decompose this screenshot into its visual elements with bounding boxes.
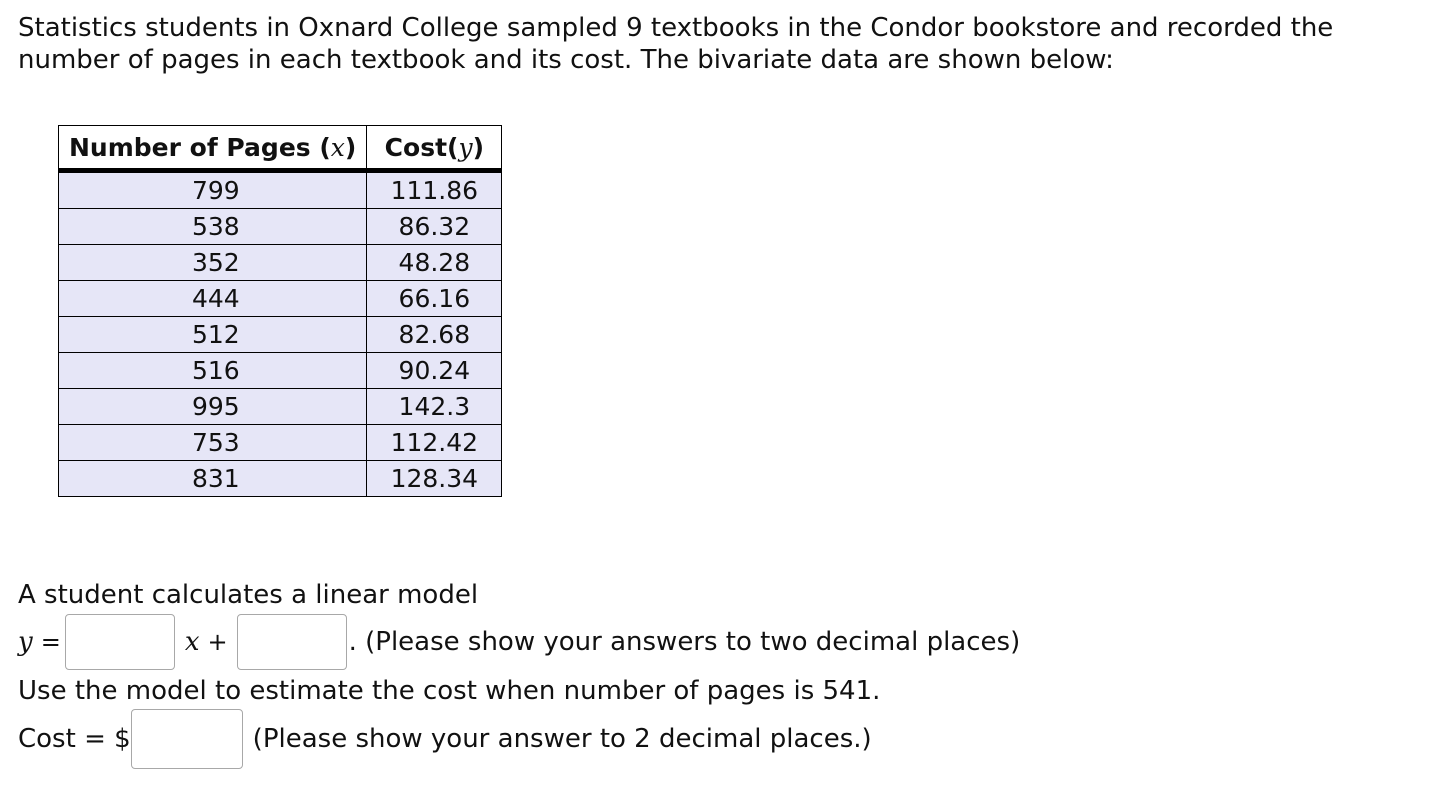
pages-cell: 995 bbox=[59, 389, 367, 425]
cost-cell: 90.24 bbox=[367, 353, 502, 389]
table-row bbox=[59, 389, 502, 425]
cost-cell: 82.68 bbox=[367, 317, 502, 353]
header-y-var: y bbox=[458, 132, 473, 162]
slope-input[interactable] bbox=[65, 614, 175, 670]
cost-cell: 128.34 bbox=[367, 461, 502, 497]
table-row bbox=[59, 209, 502, 245]
header-cost bbox=[367, 126, 502, 171]
table-header-row bbox=[59, 126, 502, 171]
x-variable: x bbox=[184, 627, 200, 657]
cost-cell: 66.16 bbox=[367, 281, 502, 317]
linear-model-equation bbox=[18, 612, 1020, 672]
cost-cell: 112.42 bbox=[367, 425, 502, 461]
linear-model-prompt: A student calculates a linear model bbox=[18, 580, 479, 610]
pages-cell: 352 bbox=[59, 245, 367, 281]
estimate-prompt: Use the model to estimate the cost when number of pages is 541. bbox=[18, 676, 881, 706]
pages-cell: 753 bbox=[59, 425, 367, 461]
pages-cell: 799 bbox=[59, 171, 367, 209]
cost-cell: 142.3 bbox=[367, 389, 502, 425]
pages-cell: 516 bbox=[59, 353, 367, 389]
cost-cell: 48.28 bbox=[367, 245, 502, 281]
table-row bbox=[59, 281, 502, 317]
problem-intro: Statistics students in Oxnard College sampled 9 textbooks in the Condor bookstore and recorded the number of pages in each textbook and its cost. The bivariate data are shown below: bbox=[18, 13, 1334, 75]
header-y-close: ) bbox=[472, 132, 485, 162]
cost-cell: 111.86 bbox=[367, 171, 502, 209]
plus-sign: + bbox=[207, 628, 228, 656]
y-variable: y bbox=[18, 627, 33, 657]
cost-decimal-note: (Please show your answer to 2 decimal places.) bbox=[252, 724, 872, 754]
cost-answer-row bbox=[18, 708, 872, 770]
pages-cell: 444 bbox=[59, 281, 367, 317]
table-row bbox=[59, 245, 502, 281]
cost-cell: 86.32 bbox=[367, 209, 502, 245]
table-row bbox=[59, 171, 502, 209]
table-row bbox=[59, 353, 502, 389]
decimal-places-note: . (Please show your answers to two decimal places) bbox=[348, 627, 1021, 657]
pages-cell: 538 bbox=[59, 209, 367, 245]
header-x-var: x bbox=[330, 132, 345, 162]
pages-cell: 831 bbox=[59, 461, 367, 497]
pages-cell: 512 bbox=[59, 317, 367, 353]
table-row bbox=[59, 425, 502, 461]
intercept-input[interactable] bbox=[237, 614, 347, 670]
header-x-label: Number of Pages ( bbox=[69, 132, 331, 162]
table-row bbox=[59, 317, 502, 353]
bivariate-data-table bbox=[58, 125, 502, 497]
header-number-of-pages bbox=[59, 126, 367, 171]
cost-label: Cost = $ bbox=[18, 724, 131, 754]
equals-sign: = bbox=[40, 628, 61, 656]
cost-input[interactable] bbox=[131, 709, 243, 769]
header-y-label: Cost( bbox=[384, 132, 459, 162]
table-row bbox=[59, 461, 502, 497]
header-x-close: ) bbox=[344, 132, 357, 162]
